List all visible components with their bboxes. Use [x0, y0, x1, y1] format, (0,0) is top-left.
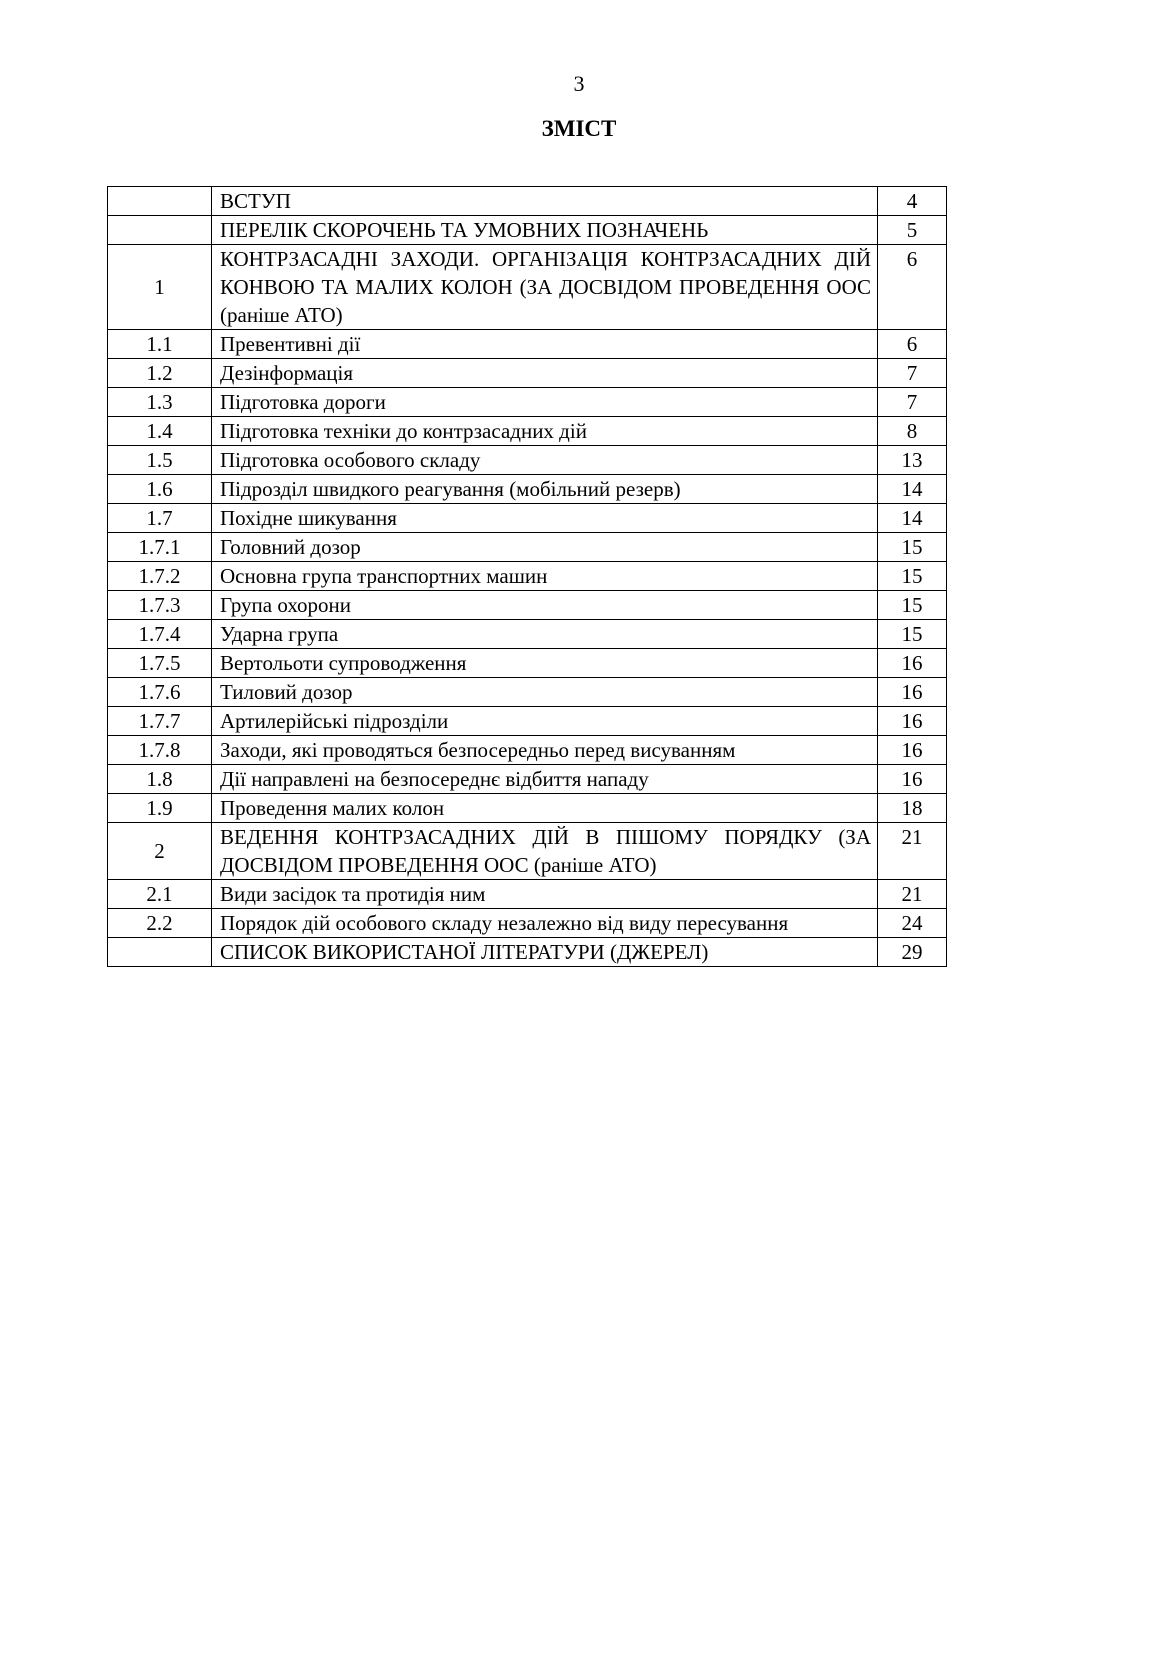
toc-table-body [108, 187, 947, 967]
toc-section-number [108, 938, 212, 967]
toc-entry-title: Дії направлені на безпосереднє відбиття нападу [212, 765, 878, 794]
toc-entry-title: ВСТУП [212, 187, 878, 216]
toc-entry-title: Підготовка дороги [212, 388, 878, 417]
toc-entry-title: СПИСОК ВИКОРИСТАНОЇ ЛІТЕРАТУРИ (ДЖЕРЕЛ) [212, 938, 878, 967]
toc-section-number: 1.7.4 [108, 620, 212, 649]
toc-row [108, 707, 947, 736]
toc-section-number: 1.1 [108, 330, 212, 359]
toc-entry-title: Проведення малих колон [212, 794, 878, 823]
toc-entry-page: 14 [878, 504, 947, 533]
toc-row [108, 216, 947, 245]
toc-row [108, 388, 947, 417]
toc-entry-page: 16 [878, 649, 947, 678]
toc-entry-page: 8 [878, 417, 947, 446]
toc-row [108, 562, 947, 591]
toc-section-number: 1.7.6 [108, 678, 212, 707]
toc-section-number: 1.6 [108, 475, 212, 504]
toc-entry-title: Підготовка особового складу [212, 446, 878, 475]
toc-row [108, 330, 947, 359]
toc-entry-title: Дезінформація [212, 359, 878, 388]
toc-section-number: 1.7.3 [108, 591, 212, 620]
toc-row [108, 187, 947, 216]
toc-row [108, 909, 947, 938]
toc-entry-page: 24 [878, 909, 947, 938]
toc-entry-page: 29 [878, 938, 947, 967]
toc-entry-page: 21 [878, 880, 947, 909]
toc-row [108, 504, 947, 533]
toc-section-number: 2.2 [108, 909, 212, 938]
toc-entry-page: 6 [878, 245, 947, 330]
toc-table [107, 186, 947, 967]
toc-entry-page: 18 [878, 794, 947, 823]
toc-row [108, 591, 947, 620]
toc-row [108, 880, 947, 909]
toc-entry-title: Основна група транспортних машин [212, 562, 878, 591]
toc-entry-page: 21 [878, 823, 947, 880]
toc-entry-page: 13 [878, 446, 947, 475]
page-title: ЗМІСТ [541, 116, 617, 141]
toc-row [108, 245, 947, 330]
toc-section-number [108, 187, 212, 216]
toc-entry-title: Група охорони [212, 591, 878, 620]
toc-row [108, 417, 947, 446]
toc-entry-page: 15 [878, 591, 947, 620]
toc-entry-page: 15 [878, 562, 947, 591]
toc-row [108, 678, 947, 707]
toc-section-number: 1.7.2 [108, 562, 212, 591]
toc-row [108, 446, 947, 475]
toc-entry-title: Тиловий дозор [212, 678, 878, 707]
toc-row [108, 475, 947, 504]
toc-section-number [108, 216, 212, 245]
toc-section-number: 1.7.8 [108, 736, 212, 765]
toc-entry-page: 15 [878, 620, 947, 649]
toc-row [108, 823, 947, 880]
toc-row [108, 765, 947, 794]
toc-section-number: 2 [108, 823, 212, 880]
toc-entry-title: Превентивні дії [212, 330, 878, 359]
toc-row [108, 620, 947, 649]
toc-section-number: 2.1 [108, 880, 212, 909]
toc-section-number: 1 [108, 245, 212, 330]
toc-entry-title: ПЕРЕЛІК СКОРОЧЕНЬ ТА УМОВНИХ ПОЗНАЧЕНЬ [212, 216, 878, 245]
toc-section-number: 1.2 [108, 359, 212, 388]
toc-section-number: 1.7.7 [108, 707, 212, 736]
toc-entry-page: 15 [878, 533, 947, 562]
page-number: 3 [573, 71, 585, 96]
toc-entry-title: ВЕДЕННЯ КОНТРЗАСАДНИХ ДІЙ В ПІШОМУ ПОРЯДКУ (ЗА ДОСВІДОМ ПРОВЕДЕННЯ ООС (раніше АТО) [212, 823, 878, 880]
toc-entry-page: 16 [878, 678, 947, 707]
toc-entry-page: 16 [878, 765, 947, 794]
toc-section-number: 1.4 [108, 417, 212, 446]
toc-row [108, 736, 947, 765]
toc-section-number: 1.9 [108, 794, 212, 823]
toc-entry-title: Види засідок та протидія ним [212, 880, 878, 909]
toc-section-number: 1.8 [108, 765, 212, 794]
toc-row [108, 533, 947, 562]
toc-entry-title: Порядок дій особового складу незалежно від виду пересування [212, 909, 878, 938]
toc-entry-page: 16 [878, 736, 947, 765]
toc-entry-page: 7 [878, 388, 947, 417]
toc-entry-title: Головний дозор [212, 533, 878, 562]
toc-section-number: 1.7.1 [108, 533, 212, 562]
toc-entry-page: 5 [878, 216, 947, 245]
toc-section-number: 1.5 [108, 446, 212, 475]
toc-section-number: 1.3 [108, 388, 212, 417]
toc-entry-page: 4 [878, 187, 947, 216]
toc-entry-title: КОНТРЗАСАДНІ ЗАХОДИ. ОРГАНІЗАЦІЯ КОНТРЗАСАДНИХ ДІЙ КОНВОЮ ТА МАЛИХ КОЛОН (ЗА ДОСВІДОМ ПРОВЕДЕННЯ ООС (раніше АТО) [212, 245, 878, 330]
toc-entry-page: 7 [878, 359, 947, 388]
toc-section-number: 1.7.5 [108, 649, 212, 678]
toc-section-number: 1.7 [108, 504, 212, 533]
toc-entry-page: 6 [878, 330, 947, 359]
toc-entry-title: Вертольоти супроводження [212, 649, 878, 678]
toc-entry-title: Артилерійські підрозділи [212, 707, 878, 736]
toc-entry-title: Підготовка техніки до контрзасадних дій [212, 417, 878, 446]
toc-entry-title: Підрозділ швидкого реагування (мобільний резерв) [212, 475, 878, 504]
toc-entry-page: 14 [878, 475, 947, 504]
toc-entry-page: 16 [878, 707, 947, 736]
toc-entry-title: Заходи, які проводяться безпосередньо перед висуванням [212, 736, 878, 765]
toc-entry-title: Ударна група [212, 620, 878, 649]
toc-row [108, 938, 947, 967]
toc-entry-title: Похідне шикування [212, 504, 878, 533]
toc-row [108, 794, 947, 823]
toc-row [108, 649, 947, 678]
toc-row [108, 359, 947, 388]
